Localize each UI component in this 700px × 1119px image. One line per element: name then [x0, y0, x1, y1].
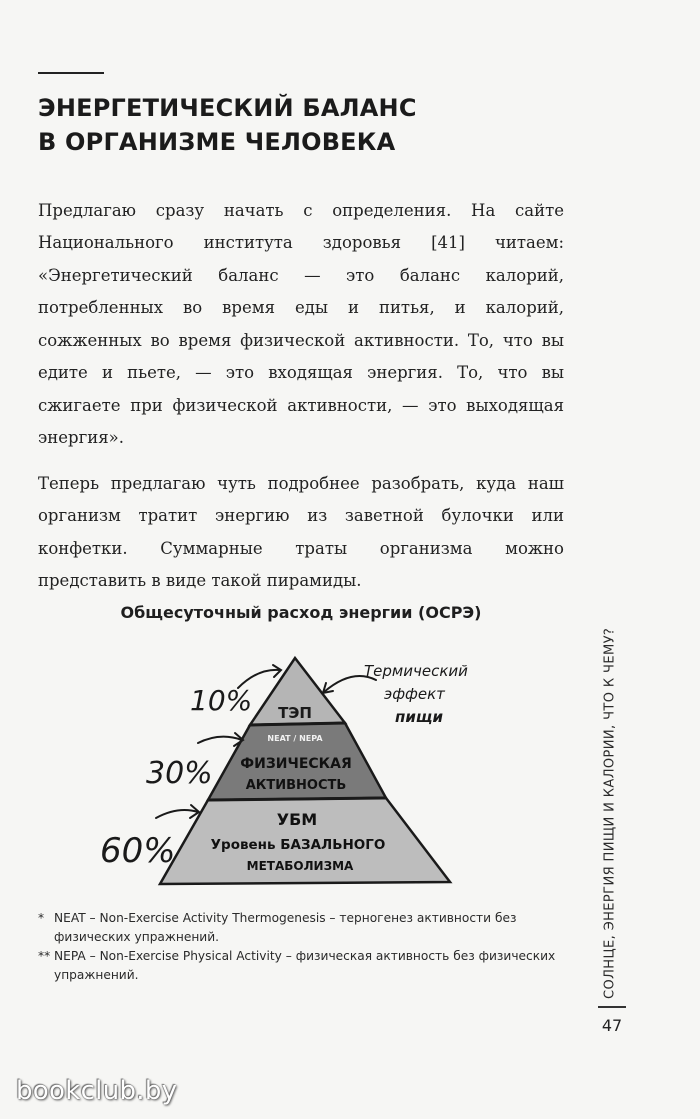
tier-divider-bottom [208, 798, 386, 800]
tier-label-tep: ТЭП [278, 704, 312, 722]
tier-label-bmr-1: Уровень БАЗАЛЬНОГО [210, 837, 386, 853]
tier-label-neat: NEAT / NEPA [267, 734, 323, 743]
percent-label-60: 60% [100, 831, 176, 871]
paragraph-definition: Предлагаю сразу начать с определения. На сайте Национального института здоровья [41] читаем: «Энергетический баланс — это баланс калорий, потребленных во время еды и питья, и калорий, сожженных во время физической активности. То, что вы едите и пьете, — это входящая энергия. То, что вы сжигаете при физической активности, — это выходящая энергия». [38, 200, 564, 447]
side-note-line-1: Термический [364, 662, 468, 680]
side-note-line-2: эффект [384, 685, 445, 703]
percent-label-10: 10% [190, 684, 253, 717]
paragraph-pyramid-intro: Теперь предлагаю чуть подробнее разобрать, куда наш организм тратит энергию из заветной булочки или конфетки. Суммарные траты организма можно представить в виде такой пирамиды. [38, 473, 564, 590]
footnotes [38, 909, 564, 985]
percent-label-30: 30% [146, 756, 213, 791]
footnote-text: NEPA – Non-Exercise Physical Activity – физическая активность без физических упражнений. [54, 949, 556, 982]
energy-pyramid-diagram [90, 640, 490, 890]
tier-label-activity-1: ФИЗИЧЕСКАЯ [240, 756, 352, 772]
footnote-mark: ** [38, 949, 51, 963]
page-number-rule [598, 1006, 626, 1008]
watermark: bookclub.by [16, 1076, 178, 1106]
footnote-text: NEAT – Non-Exercise Activity Thermogenesis – терногенез активности без физических упражнений. [54, 911, 517, 944]
footnote-mark: * [38, 911, 45, 925]
section-heading [38, 91, 558, 159]
footnote-nepa [38, 947, 564, 985]
heading-line-1: ЭНЕРГЕТИЧЕСКИЙ БАЛАНС [38, 94, 417, 122]
page-number: 47 [601, 1016, 623, 1035]
tier-label-activity-2: АКТИВНОСТЬ [245, 778, 347, 793]
arrowhead-10 [273, 665, 281, 677]
diagram-title: Общесуточный расход энергии (ОСРЭ) [120, 603, 482, 622]
tier-label-bmr-2: МЕТАБОЛИЗМА [246, 859, 354, 873]
running-title: СОЛНЦЕ, ЭНЕРГИЯ ПИЩИ И КАЛОРИИ, ЧТО К ЧЕМУ? [602, 627, 618, 999]
side-note-line-3: пищи [395, 708, 443, 726]
heading-line-2: В ОРГАНИЗМЕ ЧЕЛОВЕКА [38, 128, 396, 156]
tier-label-ubm: УБМ [276, 810, 318, 829]
footnote-neat [38, 909, 564, 947]
tier-divider-top [250, 723, 345, 725]
arrow-30 [198, 737, 242, 743]
section-rule [38, 72, 104, 74]
